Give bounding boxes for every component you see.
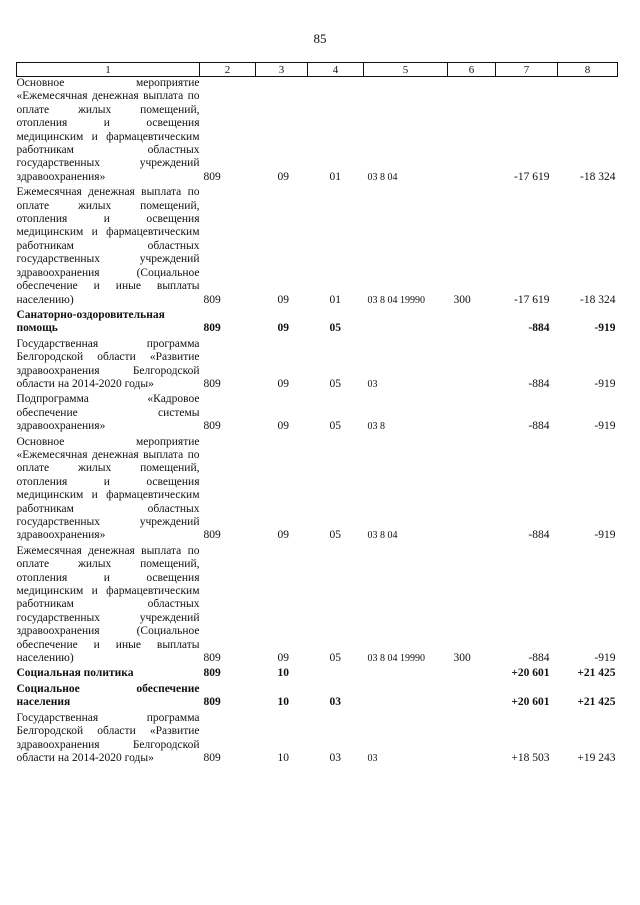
row-amount-year-2: -919 <box>594 322 616 335</box>
row-target-article: 03 8 04 <box>367 530 398 542</box>
row-expense-type <box>448 712 496 768</box>
table-row <box>17 77 618 187</box>
row-ministry-code: 809 <box>203 170 221 183</box>
row-subsection-code: 01 <box>329 170 341 183</box>
row-target-article: 03 8 04 <box>367 171 398 183</box>
header-col-4: 4 <box>308 63 364 77</box>
row-section-code: 09 <box>277 170 289 183</box>
row-ministry-code: 809 <box>203 696 221 709</box>
row-expense-type <box>448 436 496 545</box>
row-amount-year-2: +21 425 <box>577 696 616 709</box>
row-target-article: 03 <box>367 752 378 764</box>
row-subsection-code: 03 <box>329 751 341 764</box>
row-name: Социальное обеспечение населения <box>16 682 200 709</box>
table-row <box>17 309 618 338</box>
page-number: 85 <box>313 31 327 46</box>
table-row <box>17 712 618 768</box>
row-amount-year-2: +21 425 <box>577 667 616 680</box>
row-name: Ежемесячная денежная выплата по оплате жилых помещений, отопления и освещения медицинским и фармацевтическим работникам областных государственных учреждений здравоохранения (Социальное обеспечение и иные выплаты населению) <box>16 544 200 665</box>
row-section-code: 09 <box>277 420 289 433</box>
table-row <box>17 186 618 309</box>
row-subsection-code <box>308 667 364 682</box>
row-amount-year-2: -919 <box>594 420 616 433</box>
row-name: Ежемесячная денежная выплата по оплате жилых помещений, отопления и освещения медицинским и фармацевтическим работникам областных государственных учреждений здравоохранения (Социальное обеспечение и иные выплаты населению) <box>16 186 200 306</box>
header-col-7: 7 <box>496 63 558 77</box>
row-ministry-code: 809 <box>203 751 221 764</box>
row-section-code: 09 <box>277 652 289 665</box>
row-ministry-code: 809 <box>203 377 221 390</box>
header-col-6: 6 <box>448 63 496 77</box>
row-name: Государственная программа Белгородской области «Развитие здравоохранения Белгородской области на 2014-2020 годы» <box>16 337 200 390</box>
row-expense-type <box>448 683 496 712</box>
row-subsection-code: 05 <box>329 529 341 542</box>
row-amount-year-1: -884 <box>528 377 550 390</box>
row-ministry-code: 809 <box>203 293 221 306</box>
row-subsection-code: 01 <box>329 293 341 306</box>
row-subsection-code: 05 <box>329 420 341 433</box>
row-subsection-code: 03 <box>329 696 341 709</box>
header-col-1: 1 <box>17 63 200 77</box>
table-row <box>17 436 618 545</box>
row-name: Государственная программа Белгородской области «Развитие здравоохранения Белгородской области на 2014-2020 годы» <box>16 711 200 764</box>
row-expense-type <box>448 667 496 682</box>
header-col-2: 2 <box>200 63 256 77</box>
row-name: Социальная политика <box>16 667 134 680</box>
row-subsection-code: 05 <box>329 652 341 665</box>
row-expense-type <box>448 77 496 187</box>
row-expense-type <box>448 309 496 338</box>
row-section-code: 09 <box>277 529 289 542</box>
budget-table <box>16 62 618 767</box>
row-amount-year-1: -884 <box>528 529 550 542</box>
row-amount-year-1: +20 601 <box>511 696 550 709</box>
row-amount-year-1: -17 619 <box>514 293 550 306</box>
header-col-5: 5 <box>364 63 448 77</box>
row-amount-year-2: -18 324 <box>580 170 616 183</box>
row-subsection-code: 05 <box>329 322 341 335</box>
row-amount-year-2: -18 324 <box>580 293 616 306</box>
row-target-article: 03 8 04 19990 <box>367 294 425 306</box>
row-section-code: 09 <box>277 377 289 390</box>
table-row <box>17 667 618 682</box>
row-expense-type: 300 <box>453 293 471 306</box>
table-row <box>17 393 618 435</box>
header-row <box>17 63 618 77</box>
row-subsection-code: 05 <box>329 377 341 390</box>
table-row <box>17 545 618 668</box>
row-section-code: 10 <box>277 751 289 764</box>
row-ministry-code: 809 <box>203 652 221 665</box>
row-section-code: 09 <box>277 322 289 335</box>
row-name: Подпрограмма «Кадровое обеспечение системы здравоохранения» <box>16 393 200 433</box>
row-amount-year-2: -919 <box>594 377 616 390</box>
table-row <box>17 683 618 712</box>
row-section-code: 09 <box>277 293 289 306</box>
row-name: Основное мероприятие «Ежемесячная денежная выплата по оплате жилых помещений, отопления и освещения медицинским и фармацевтическим работникам областных государственных учреждений здравоохранения» <box>16 77 200 183</box>
row-ministry-code: 809 <box>203 322 221 335</box>
row-ministry-code: 809 <box>203 667 221 680</box>
row-section-code: 10 <box>277 696 289 709</box>
row-amount-year-1: -884 <box>528 420 550 433</box>
row-amount-year-1: +20 601 <box>511 667 550 680</box>
row-amount-year-1: -884 <box>528 652 550 665</box>
row-target-article <box>364 309 448 338</box>
row-name: Основное мероприятие «Ежемесячная денежная выплата по оплате жилых помещений, отопления и освещения медицинским и фармацевтическим работникам областных государственных учреждений здравоохранения» <box>16 435 200 542</box>
row-amount-year-1: -17 619 <box>514 170 550 183</box>
row-ministry-code: 809 <box>203 420 221 433</box>
row-target-article: 03 8 <box>367 421 385 433</box>
header-col-8: 8 <box>558 63 618 77</box>
row-expense-type: 300 <box>453 652 471 665</box>
row-target-article <box>364 667 448 682</box>
row-amount-year-1: -884 <box>528 322 550 335</box>
row-amount-year-1: +18 503 <box>511 751 550 764</box>
table-row <box>17 338 618 394</box>
row-expense-type <box>448 338 496 394</box>
row-amount-year-2: -919 <box>594 529 616 542</box>
row-target-article: 03 <box>367 378 378 390</box>
row-ministry-code: 809 <box>203 529 221 542</box>
row-name: Санаторно-оздоровительная помощь <box>16 308 165 335</box>
row-target-article <box>364 683 448 712</box>
row-amount-year-2: +19 243 <box>577 751 616 764</box>
row-target-article: 03 8 04 19990 <box>367 653 425 665</box>
row-amount-year-2: -919 <box>594 652 616 665</box>
header-col-3: 3 <box>256 63 308 77</box>
row-section-code: 10 <box>277 667 289 680</box>
row-expense-type <box>448 393 496 435</box>
